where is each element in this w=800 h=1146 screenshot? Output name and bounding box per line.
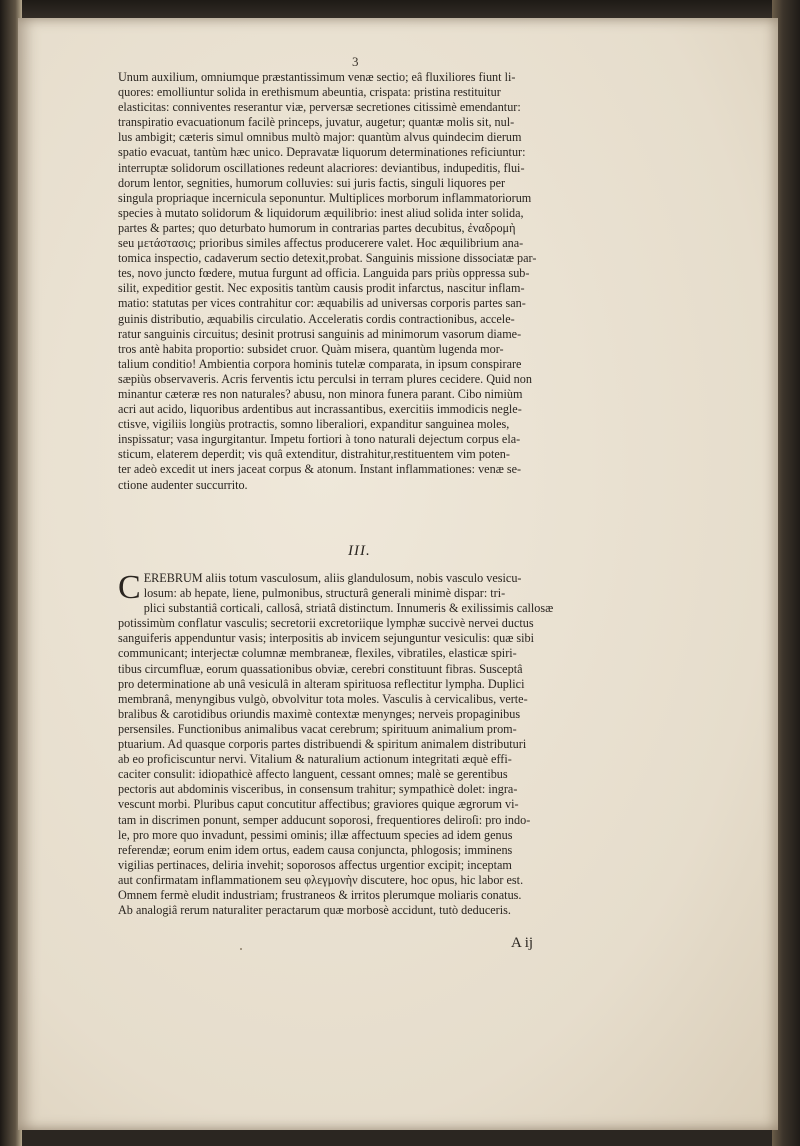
paper-speck xyxy=(240,948,242,950)
text-line: sticum, elaterem deperdit; vis quâ extenditur, distrahitur,restituentem vim poten- xyxy=(118,447,510,462)
text-line: potissimùm conflatur vasculis; secretorii excretoriique lymphæ succivè nervei ductus xyxy=(118,616,534,631)
text-line: acri aut acido, liquoribus ardentibus aut incrassantibus, exercitiis immodicis negle- xyxy=(118,402,522,417)
text-line: vescunt morbi. Pluribus caput concutitur affectibus; graviores quique ægrorum vi- xyxy=(118,797,519,812)
section-heading: III. xyxy=(348,543,371,559)
text-line: persensiles. Functionibus animalibus vacat cerebrum; spirituum animalium prom- xyxy=(118,721,517,736)
text-line: seu μετάστασις; prioribus similes affectus producerere valet. Hoc æquilibrium ana- xyxy=(118,236,524,251)
text-line: Unum auxilium, omniumque præstantissimum venæ sectio; eâ fluxiliores fiunt li- xyxy=(118,70,516,84)
text-line: silit, expeditior gestit. Nec expositis tantùm causis prodit infarctus, nascitur inflam- xyxy=(118,281,525,296)
text-line: bralibus & carotidibus oriundis maximè contextæ menynges; nerveis propaginibus xyxy=(118,706,521,721)
text-line: minantur cæteræ res non naturales? abusu, non minora funera parant. Cibo nimiùm xyxy=(118,386,523,401)
text-line: EREBRUM aliis totum vasculosum, aliis glandulosum, nobis vasculo vesicu- xyxy=(143,571,522,585)
paragraph-2 xyxy=(118,571,618,918)
text-line: le, pro more quo invadunt, pessimi ominis; illæ affectuum species ad idem genus xyxy=(118,827,513,842)
text-line: communicant; interjectæ columnæ membraneæ, flexiles, vibratiles, elasticæ spiri- xyxy=(118,646,517,661)
text-line: plici substantiâ corticali, callosâ, striatâ distinctum. Innumeris & exilissimis callosæ xyxy=(143,601,554,616)
text-line: singula propriaque incernicula seponuntur. Multiplices morborum inflammatoriorum xyxy=(118,190,532,205)
signature-mark: A ij xyxy=(511,935,534,951)
text-line: ratur sanguinis circuitus; desinit protrusi sanguinis ad minimorum vasorum diame- xyxy=(118,326,522,341)
text-line: talium conditio! Ambientia corpora hominis tutelæ comparata, in ipsum conspirare xyxy=(118,356,522,371)
text-line: elasticitas: conniventes reserantur viæ, perversæ secretiones citissimè emendantur: xyxy=(118,100,521,115)
text-line: vigilias pertinaces, deliria invehit; soporosos affectus urgentior excipit; inceptam xyxy=(118,857,512,872)
text-line: ab eo proficiscuntur nervi. Vitalium & naturalium actionum integritati æquè effi- xyxy=(118,752,512,767)
book-page xyxy=(18,18,778,1130)
text-line: tomica inspectio, cadaverum sectio detexit,probat. Sanguinis missione dissociatæ par- xyxy=(118,251,537,266)
text-line: tam in discrimen ponunt, semper adducunt soporosi, frequentiores deliroſi: pro indo- xyxy=(118,812,531,827)
text-line: tibus circumfluæ, eorum quassationibus obviæ, cerebri constituunt fibras. Susceptâ xyxy=(118,661,523,676)
text-line: ptuarium. Ad quasque corporis partes distribuendi & spiritum animalem distributuri xyxy=(118,737,527,752)
text-line: sæpiùs observaveris. Acris ferventis ictu perculsi in terram plures cecidere. Quid non xyxy=(118,371,532,386)
paragraph-1 xyxy=(118,70,618,493)
text-line: tes, novo juncto fœdere, mutua furgunt ad officia. Languida pars priùs oppressa sub- xyxy=(118,266,530,281)
text-line: matio: statutas per vices contrahitur cor: æquabilis ad universas corporis partes san- xyxy=(118,296,526,311)
text-line: ctione audenter succurrito. xyxy=(118,477,248,492)
text-line: Omnem fermè eludit industriam; frustraneos & irritos plerumque moliaris conatus. xyxy=(118,887,522,902)
text-line: spatio evacuat, tantùm hæc unico. Depravatæ liquorum determinationes reficiuntur: xyxy=(118,145,526,160)
text-line: lus ambigit; cæteris simul omnibus multò major: quantùm alvus quindecim dierum xyxy=(118,130,522,145)
drop-cap: C xyxy=(118,569,141,606)
text-line: losum: ab hepate, liene, pulmonibus, structurâ generali minimè dispar: tri- xyxy=(143,586,506,601)
text-line: partes & partes; quo deturbato humorum in contrarias partes decubitus, ἐναδρομὴ xyxy=(118,220,516,235)
text-line: quores: emolliuntur solida in erethismum abeuntia, crispata: pristina restituitur xyxy=(118,85,501,100)
text-line: inspissatur; vasa ingurgitantur. Impetu fortiori à tono naturali dejectum corpus ela- xyxy=(118,432,521,447)
text-line: interruptæ solidorum oscillationes redeunt alacriores: deviantibus, indupeditis, flui- xyxy=(118,160,525,175)
text-line: membranâ, menyngibus vulgò, obvolvitur tota moles. Vasculis à cervicalibus, verte- xyxy=(118,691,528,706)
text-line: sanguiferis appenduntur vasis; interpositis ab invicem sejunguntur vesiculis: quæ sibi xyxy=(118,631,535,646)
text-line: caciter consulit: idiopathicè affecto languent, cessant omnes; malè se gerentibus xyxy=(118,767,508,782)
text-line: Ab analogiâ rerum naturaliter peractarum quæ morbosè accidunt, tutò deduceris. xyxy=(118,903,511,918)
text-line: aut confirmatam inflammationem seu φλεγμονὴν discutere, hoc opus, hic labor est. xyxy=(118,872,524,887)
text-line: guinis distributio, æquabilis circulatio. Acceleratis cordis contractionibus, accele- xyxy=(118,311,515,326)
text-line: dorum lentor, segnities, humorum colluvies: sui juris factis, singuli liquores per xyxy=(118,175,506,190)
text-line: tros antè habita proportio: subsidet cruor. Quàm misera, quantùm lugenda mor- xyxy=(118,341,504,356)
page-number: 3 xyxy=(352,54,359,69)
text-line: pectoris aut abdominis visceribus, in consensum trahitur; sympathicè dolet: ingra- xyxy=(118,782,518,797)
text-line: pro determinatione ab unâ vesiculâ in alteram spirituosa reflectitur lympha. Duplici xyxy=(118,676,525,691)
text-line: transpiratio evacuationum facilè princeps, juvatur, augetur; quantæ molis sit, nul- xyxy=(118,115,515,130)
text-line: ter adeò excedit ut iners jaceat corpus & atonum. Instant inflammationes: venæ se- xyxy=(118,462,522,477)
text-line: species à mutato solidorum & liquidorum æquilibrio: inest aliud solida inter solida, xyxy=(118,205,524,220)
text-line: ctisve, vigiliis longiùs protractis, somno liberaliori, expanditur sanguinea moles, xyxy=(118,417,510,432)
text-line: referendæ; eorum enim idem ortus, eadem causa conjuncta, phlogosis; imminens xyxy=(118,842,513,857)
